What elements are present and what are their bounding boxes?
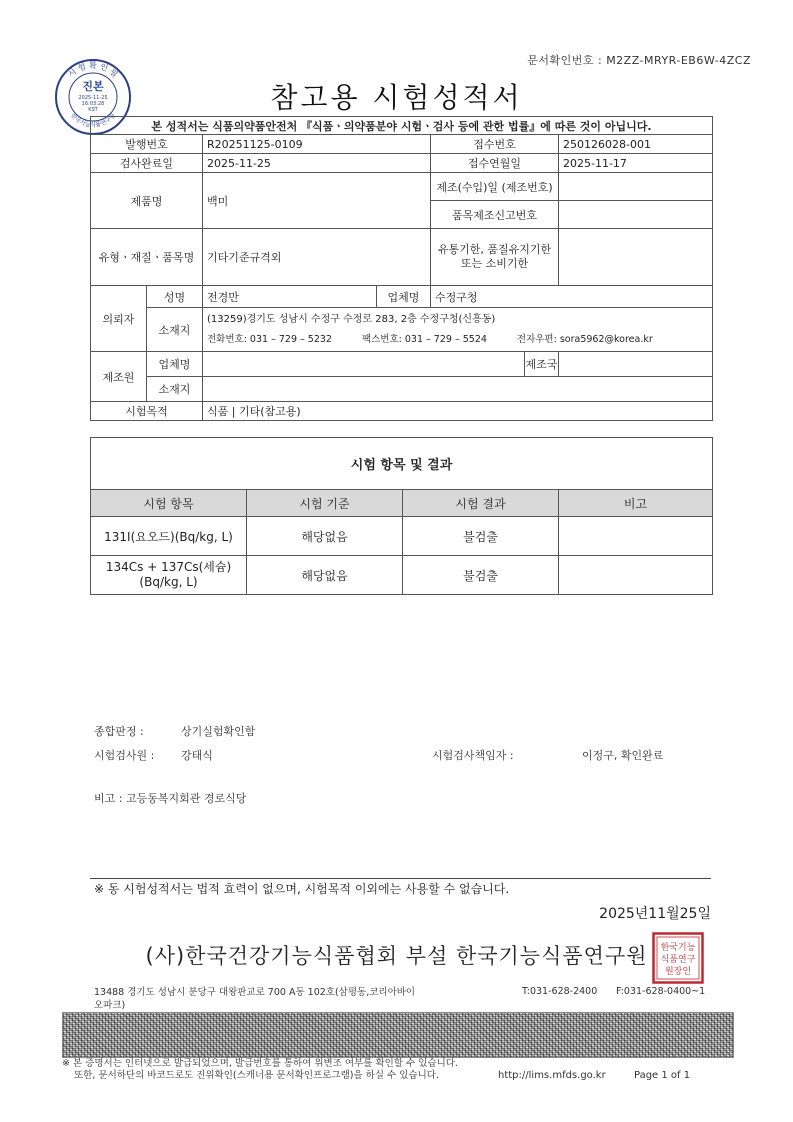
maker-country-label: 제조국 [525, 352, 559, 377]
mfg-date-label: 제조(수입)일 (제조번호) [431, 173, 559, 201]
document-confirm-number: 문서확인번호 : M2ZZ-MRYR-EB6W-4ZCZ [527, 54, 751, 67]
organization-seal [652, 932, 704, 984]
manager-label: 시험검사책임자 : [432, 749, 514, 762]
client-label: 의뢰자 [91, 286, 147, 352]
report-no [559, 201, 713, 229]
organization-fax: F:031-628-0400~1 [616, 986, 706, 997]
table-row [91, 556, 713, 595]
client-address: (13259)경기도 성남시 수정구 수정로 283, 2층 수정구청(신흥동) [207, 313, 496, 325]
expiry-label: 유통기한, 품질유지기한 또는 소비기한 [431, 229, 559, 286]
maker-address [203, 377, 713, 402]
results-header-standard: 시험 기준 [247, 490, 403, 517]
seal-line-3: 원장인 [664, 967, 692, 977]
client-company-label: 업체명 [377, 286, 431, 308]
result-standard: 해당없음 [247, 517, 403, 556]
result-value: 불검출 [403, 517, 559, 556]
client-email: 전자우편: sora5962@korea.kr [516, 333, 653, 345]
purpose: 식품 | 기타(참고용) [203, 402, 713, 421]
page-title: 참고용 시험성적서 [270, 81, 523, 114]
seal-line-1: 한국기능 [660, 943, 696, 953]
receipt-date: 2025-11-17 [559, 154, 713, 173]
test-done: 2025-11-25 [203, 154, 431, 173]
stamp-time: 16:03:28 [81, 101, 105, 107]
footer-line-1: ※ 본 증명서는 인터넷으로 발급되었으며, 발급번호를 통하여 위변조 여부를 확인할 수 있습니다. [62, 1058, 458, 1069]
info-form [90, 116, 713, 421]
verification-url[interactable]: http://lims.mfds.go.kr [498, 1070, 606, 1081]
client-address-cell [203, 308, 713, 352]
page-number: Page 1 of 1 [634, 1070, 691, 1081]
purpose-label: 시험목적 [91, 402, 203, 421]
maker-company-label: 업체명 [147, 352, 203, 377]
test-done-label: 검사완료일 [91, 154, 203, 173]
results-title: 시험 항목 및 결과 [91, 438, 713, 490]
organization-name: (사)한국건강기능식품협회 부설 한국기능식품연구원 [145, 944, 648, 968]
issue-no-label: 발행번호 [91, 135, 203, 154]
result-standard: 해당없음 [247, 556, 403, 595]
client-name-label: 성명 [147, 286, 203, 308]
organization-phone: T:031-628-2400 [522, 986, 598, 997]
type-label: 유형ㆍ재질ㆍ품목명 [91, 229, 203, 286]
remark: 비고 : 고등동복지회관 경로식당 [94, 792, 247, 805]
client-address-label: 소재지 [147, 308, 203, 352]
tester: 강태식 [181, 749, 213, 762]
result-item: 134Cs + 137Cs(세슘) [105, 560, 232, 574]
judgement-label: 종합판정 : [94, 725, 144, 738]
type: 기타기준규격외 [203, 229, 431, 286]
maker-label: 제조원 [91, 352, 147, 402]
result-item-cell [91, 556, 247, 595]
result-item: 131I(요오드)(Bq/kg, L) [91, 517, 247, 556]
seal-line-2: 식품연구 [660, 955, 696, 965]
organization-address: 13488 경기도 성남시 분당구 대왕판교로 700 A동 102호(삼평동,코리아바이오파크) [94, 987, 416, 1011]
expiry [559, 229, 713, 286]
stamp-ring-top: 시 험 확 인 필 [66, 61, 120, 80]
legal-notice: ※ 동 시험성적서는 법적 효력이 없으며, 시험목적 이외에는 사용할 수 없습니다. [94, 882, 510, 896]
tester-label: 시험검사원 : [94, 749, 155, 762]
issue-date: 2025년11월25일 [599, 906, 711, 922]
stamp-zone: KST [88, 107, 98, 113]
result-item-unit: (Bq/kg, L) [139, 575, 198, 589]
stamp-center: 진본 [82, 80, 104, 93]
results-header-item: 시험 항목 [91, 490, 247, 517]
results-header-result: 시험 결과 [403, 490, 559, 517]
client-contacts [207, 330, 708, 350]
stamp-ring-bottom: 한국기능식품연구원 [69, 112, 117, 129]
footer-line-2: 또한, 문서하단의 바코드로도 진위확인(스캐너용 문서확인프로그램)을 하실 수 있습니다. [74, 1070, 439, 1081]
maker-company [203, 352, 525, 377]
receipt-date-label: 접수연월일 [431, 154, 559, 173]
product-label: 제품명 [91, 173, 203, 229]
result-note [559, 517, 713, 556]
table-row [91, 517, 713, 556]
stamp-date: 2025-11-25 [78, 95, 108, 101]
maker-address-label: 소재지 [147, 377, 203, 402]
client-company: 수정구청 [431, 286, 713, 308]
receipt-no-label: 접수번호 [431, 135, 559, 154]
results-header-note: 비고 [559, 490, 713, 517]
client-fax: 팩스번호: 031 – 729 – 5524 [361, 333, 487, 345]
mfg-date [559, 173, 713, 201]
client-name: 전경만 [203, 286, 377, 308]
results-table [90, 437, 713, 595]
manager: 이정구, 확인완료 [582, 749, 664, 762]
result-value: 불검출 [403, 556, 559, 595]
disclaimer-bar: 본 성적서는 식품의약품안전처 『식품ㆍ의약품분야 시험ㆍ검사 등에 관한 법률』에 따른 것이 아닙니다. [91, 117, 713, 135]
divider [90, 878, 711, 879]
issue-no: R20251125-0109 [203, 135, 431, 154]
receipt-no: 250126028-001 [559, 135, 713, 154]
footer-notice [62, 1058, 458, 1082]
maker-country [559, 352, 713, 377]
client-phone: 전화번호: 031 – 729 – 5232 [207, 333, 332, 345]
judgement: 상기실험확인함 [181, 725, 256, 738]
verification-barcode [62, 1012, 734, 1058]
product: 백미 [203, 173, 431, 229]
result-note [559, 556, 713, 595]
report-no-label: 품목제조신고번호 [431, 201, 559, 229]
